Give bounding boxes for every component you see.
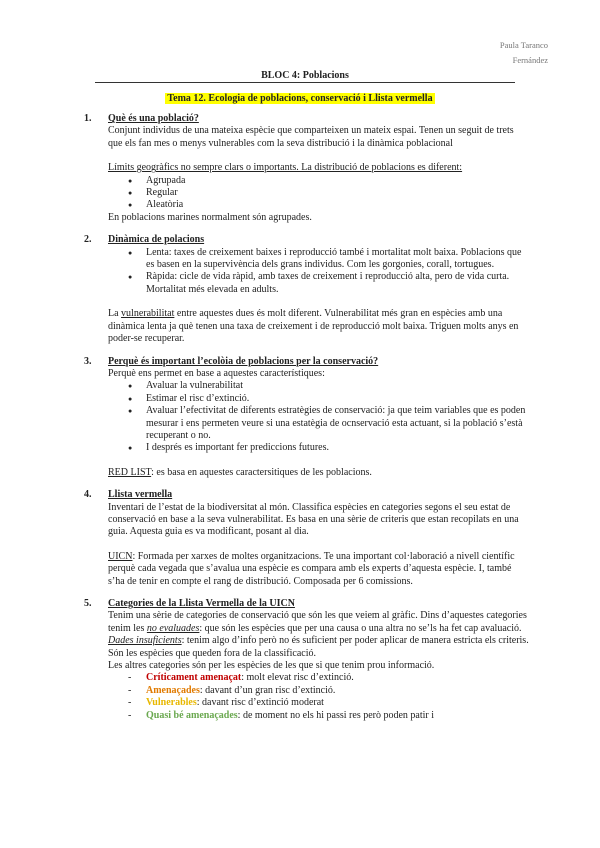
section-5	[84, 598, 530, 722]
list-item: ● I després es important fer prediccions futures.	[128, 442, 530, 454]
paragraph: UICN: Formada per xarxes de moltes organitzacions. Te una important col·laboració a nivell científic perquè cada vegada que s’avalua una espècie es compara amb els experts d’aquesta espècie. I, també s’ha de tenir en compte el rang de distribució. Composada per 6 comissions.	[108, 550, 515, 587]
list-item: ● Lenta: taxes de creixement baixes i reproducció també i mortalitat molt baixa. Poblacions que es basen en la supervivència dels grans individus. Com les gorgonies, corall, tortugues.	[128, 247, 530, 272]
underlined-term: UICN	[108, 550, 133, 562]
category-near-threatened: - Quasi bé amenaçades: de moment no els hi passi res però poden patir i	[128, 710, 530, 722]
list-item: ● Avaluar l’efectivitat de diferents estratègies de conservació: ja que teim variables que es poden mesurar i ens permeten veure si una estatègia de ocnservació esta actuant, si la població s’està recuperant o no.	[128, 405, 530, 442]
list-item: ● Aleatòria	[128, 199, 530, 211]
section-title: Categories de la Llista Vermella de la UICN	[108, 598, 295, 609]
category-vulnerable: - Vulnerables: davant risc d’extinció moderat	[128, 697, 530, 709]
author-line-1: Paula Taranco	[499, 40, 548, 50]
section-number: 5.	[84, 598, 92, 609]
emphasized-term: no evaluades	[146, 622, 200, 634]
paragraph: Límits geogràfics no sempre clars o importants. La distribució de poblacions es diferent:	[108, 162, 463, 174]
category-endangered: - Amenaçades: davant d’un gran risc d’extinció.	[128, 685, 530, 697]
list-item: ● Agrupada	[128, 175, 530, 187]
document-body	[84, 113, 530, 722]
list-item: ● Avaluar la vulnerabilitat	[128, 380, 530, 392]
list-item: ● Estimar el risc d’extinció.	[128, 393, 530, 405]
paragraph: Inventari de l’estat de la biodiversitat al món. Classifica espècies en categories segons el seu estat de conservació en base a la seva vulnerabilitat. Es basa en una sèrie de criteris que estan recopilats en una guia. Aquesta guia es va modificant, posant al dia.	[108, 501, 519, 538]
paragraph: Dades insuficients: tenim algo d’info però no és suficient per poder aplicar de manera estricta els criteris. Són les espècies que queden fora de la classificació.	[108, 635, 529, 659]
author-name	[500, 38, 548, 68]
bullet-list	[128, 175, 530, 212]
emphasized-term: Dades insuficients	[108, 635, 182, 647]
tema-heading	[0, 93, 600, 104]
underlined-term: vulnerabilitat	[121, 308, 175, 320]
category-critical: - Críticament amenaçat: molt elevat risc d’extinció.	[128, 672, 530, 684]
section-3	[84, 355, 530, 480]
bullet-list	[128, 380, 530, 454]
bullet-list	[128, 247, 530, 297]
paragraph: RED LIST: es basa en aquestes caractersitiques de les poblacions.	[108, 466, 372, 478]
author-line-2: Fernández	[512, 55, 548, 65]
bloc-title: BLOC 4: Poblacions	[95, 70, 515, 83]
list-item: ● Ràpida: cicle de vida ràpid, amb taxes de creixement i reproducció alta, pero de vida curta. Mortalitat més elevada en adults.	[128, 271, 530, 296]
section-number: 1.	[84, 113, 92, 124]
paragraph: En poblacions marines normalment són agrupades.	[108, 211, 312, 223]
section-title: Llista vermella	[108, 489, 173, 501]
section-4	[84, 489, 530, 588]
paragraph: La vulnerabilitat entre aquestes dues és molt diferent. Vulnerabilitat més gran en espècies amb una dinàmica lenta ja què tenen una taxa de creixement i de reproducció molt baixa. Triguen molts anys en poder-se recuperar.	[108, 308, 519, 345]
section-number: 4.	[84, 489, 92, 501]
paragraph: Perquè ens permet en base a aquestes característiques:	[108, 367, 325, 379]
section-title: Què és una població?	[108, 113, 199, 124]
section-number: 3.	[84, 355, 92, 367]
section-2	[84, 234, 530, 345]
category-list	[128, 672, 530, 722]
section-number: 2.	[84, 234, 92, 246]
paragraph: Conjunt individus de una mateixa espècie que comparteixen un mateix espai. Tenen un seguit de trets que els fan mes o menys vulnerables com la seva distribució i la dinàmica poblacional	[108, 125, 514, 149]
section-title: Perquè és important l’ecolòia de poblacions per la conservació?	[108, 355, 379, 367]
underlined-term: RED LIST	[108, 466, 152, 478]
section-title: Dinàmica de polacions	[108, 234, 205, 246]
paragraph: Tenim una sèrie de categories de conservació que són les que veiem al gràfic. Dins d’aquestes categories tenim les no evaluades: que són les espècies que per una causa o una altra no se’ls ha fet cap avaluació.	[108, 610, 527, 634]
section-1	[84, 113, 530, 224]
tema-title: Tema 12. Ecologia de poblacions, conservació i Llista vermella	[167, 93, 433, 104]
list-item: ● Regular	[128, 187, 530, 199]
paragraph: Les altres categories són per les espècies de les que si que tenim prou informació.	[108, 660, 435, 672]
